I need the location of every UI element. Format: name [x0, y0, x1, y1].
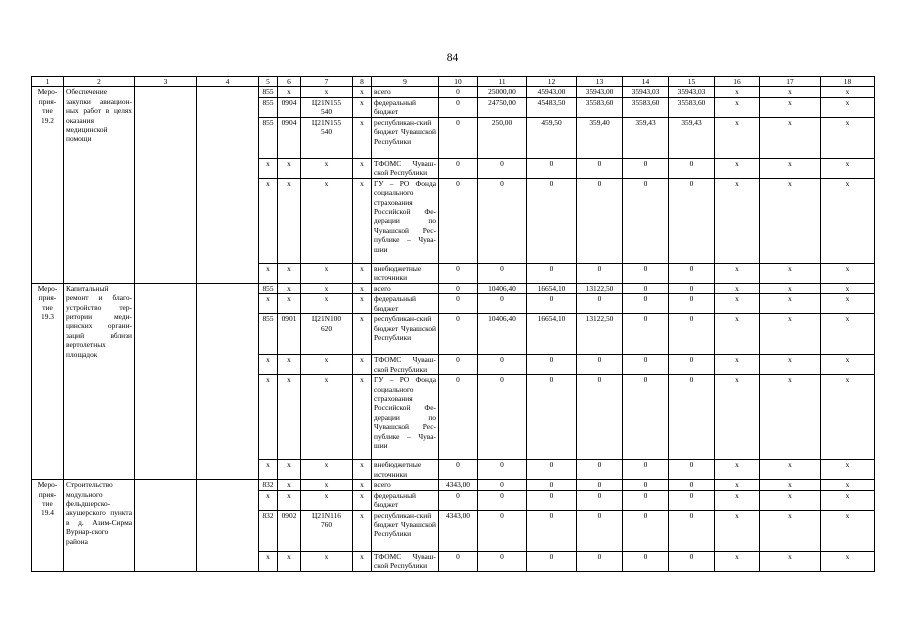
code-section: х: [278, 158, 301, 178]
code-target-article: х: [301, 263, 353, 283]
amount-c13: 35943,00: [577, 87, 623, 97]
amount-c15: 0: [669, 178, 715, 263]
code-expense-group: х: [353, 375, 372, 460]
code-section: х: [278, 460, 301, 480]
responsible-executor: [135, 283, 197, 479]
amount-c15: 35583,60: [669, 97, 715, 117]
code-section: х: [278, 87, 301, 97]
code-grbs: х: [259, 375, 278, 460]
amount-c14: 0: [623, 375, 669, 460]
code-section: 0901: [278, 314, 301, 355]
amount-c16: х: [715, 283, 760, 293]
table-body: [32, 77, 875, 572]
amount-c17: х: [760, 490, 821, 510]
amount-c14: 0: [623, 178, 669, 263]
column-number-11: 11: [478, 77, 527, 87]
funding-source: федеральный бюджет: [372, 97, 439, 117]
code-section: х: [278, 551, 301, 571]
table-row: [32, 480, 875, 490]
code-target-article: х: [301, 87, 353, 97]
amount-c14: 0: [623, 294, 669, 314]
code-target-article: х: [301, 283, 353, 293]
table-row: [32, 87, 875, 97]
code-grbs: х: [259, 263, 278, 283]
amount-c16: х: [715, 355, 760, 375]
amount-c18: х: [821, 87, 875, 97]
amount-c11: 25000,00: [478, 87, 527, 97]
code-expense-group: х: [353, 97, 372, 117]
amount-c17: х: [760, 510, 821, 551]
amount-c18: х: [821, 355, 875, 375]
amount-c13: 0: [577, 158, 623, 178]
amount-c13: 35583,60: [577, 97, 623, 117]
amount-c10: 4343,00: [439, 480, 478, 490]
amount-c13: 359,40: [577, 117, 623, 158]
event-description: Строительство модульного фельдшерско-акушерского пункта в д. Азим-Сирма Вурнар-ского района: [64, 480, 135, 571]
amount-c14: 0: [623, 480, 669, 490]
amount-c16: х: [715, 375, 760, 460]
amount-c15: 0: [669, 510, 715, 551]
code-grbs: х: [259, 490, 278, 510]
code-expense-group: х: [353, 510, 372, 551]
funding-source: ТФОМС Чуваш-ской Республики: [372, 355, 439, 375]
amount-c14: 0: [623, 551, 669, 571]
funding-source: республикан-ский бюджет Чувашской Республики: [372, 510, 439, 551]
column-number-14: 14: [623, 77, 669, 87]
amount-c10: 0: [439, 294, 478, 314]
code-grbs: 832: [259, 480, 278, 490]
amount-c13: 0: [577, 510, 623, 551]
code-expense-group: х: [353, 551, 372, 571]
amount-c14: 0: [623, 263, 669, 283]
amount-c11: 0: [478, 355, 527, 375]
code-section: х: [278, 283, 301, 293]
column-number-10: 10: [439, 77, 478, 87]
amount-c12: 0: [527, 510, 577, 551]
amount-c17: х: [760, 375, 821, 460]
code-target-article: Ц21N116 760: [301, 510, 353, 551]
amount-c15: 35943,03: [669, 87, 715, 97]
code-section: х: [278, 375, 301, 460]
amount-c13: 0: [577, 490, 623, 510]
amount-c17: х: [760, 87, 821, 97]
amount-c11: 0: [478, 460, 527, 480]
budget-table: [31, 76, 875, 572]
amount-c16: х: [715, 178, 760, 263]
amount-c16: х: [715, 551, 760, 571]
amount-c15: 0: [669, 490, 715, 510]
amount-c13: 0: [577, 551, 623, 571]
amount-c13: 0: [577, 263, 623, 283]
amount-c10: 4343,00: [439, 510, 478, 551]
amount-c11: 0: [478, 158, 527, 178]
code-grbs: 832: [259, 510, 278, 551]
amount-c13: 0: [577, 355, 623, 375]
code-section: х: [278, 178, 301, 263]
amount-c15: 0: [669, 480, 715, 490]
amount-c10: 0: [439, 551, 478, 571]
amount-c18: х: [821, 263, 875, 283]
column-number-1: 1: [32, 77, 64, 87]
amount-c11: 0: [478, 294, 527, 314]
table-row: [32, 283, 875, 293]
code-section: х: [278, 355, 301, 375]
code-grbs: 855: [259, 314, 278, 355]
amount-c10: 0: [439, 283, 478, 293]
column-number-15: 15: [669, 77, 715, 87]
column-number-12: 12: [527, 77, 577, 87]
column-number-18: 18: [821, 77, 875, 87]
amount-c12: 0: [527, 551, 577, 571]
amount-c18: х: [821, 117, 875, 158]
amount-c15: 359,43: [669, 117, 715, 158]
column-number-4: 4: [197, 77, 259, 87]
amount-c12: 45483,50: [527, 97, 577, 117]
amount-c18: х: [821, 178, 875, 263]
amount-c11: 0: [478, 510, 527, 551]
amount-c18: х: [821, 375, 875, 460]
funding-source: ГУ – РО Фонда социального страхования Российской Фе-дерации по Чувашской Рес-публике – Чува-шии: [372, 178, 439, 263]
amount-c14: 359,43: [623, 117, 669, 158]
code-target-article: х: [301, 375, 353, 460]
amount-c18: х: [821, 283, 875, 293]
amount-c11: 24750,00: [478, 97, 527, 117]
responsible-executor: [135, 87, 197, 283]
amount-c16: х: [715, 314, 760, 355]
amount-c11: 0: [478, 375, 527, 460]
amount-c18: х: [821, 460, 875, 480]
amount-c18: х: [821, 314, 875, 355]
amount-c10: 0: [439, 97, 478, 117]
funding-source: ТФОМС Чуваш-ской Республики: [372, 158, 439, 178]
code-expense-group: х: [353, 460, 372, 480]
amount-c16: х: [715, 460, 760, 480]
amount-c11: 0: [478, 551, 527, 571]
amount-c14: 0: [623, 355, 669, 375]
code-target-article: Ц21N100 620: [301, 314, 353, 355]
amount-c17: х: [760, 355, 821, 375]
amount-c13: 0: [577, 460, 623, 480]
funding-source: федеральный бюджет: [372, 294, 439, 314]
amount-c16: х: [715, 87, 760, 97]
amount-c10: 0: [439, 117, 478, 158]
amount-c17: х: [760, 480, 821, 490]
column-number-2: 2: [64, 77, 135, 87]
code-expense-group: х: [353, 294, 372, 314]
amount-c12: 0: [527, 355, 577, 375]
amount-c12: 459,50: [527, 117, 577, 158]
amount-c14: 35583,60: [623, 97, 669, 117]
amount-c17: х: [760, 551, 821, 571]
code-expense-group: х: [353, 87, 372, 97]
code-grbs: х: [259, 178, 278, 263]
code-expense-group: х: [353, 490, 372, 510]
amount-c17: х: [760, 283, 821, 293]
code-expense-group: х: [353, 355, 372, 375]
responsible-executor: [135, 480, 197, 571]
code-grbs: 855: [259, 283, 278, 293]
amount-c13: 0: [577, 375, 623, 460]
amount-c18: х: [821, 158, 875, 178]
funding-source: республикан-ский бюджет Чувашской Республики: [372, 117, 439, 158]
amount-c15: 0: [669, 294, 715, 314]
amount-c11: 250,00: [478, 117, 527, 158]
funding-source: федеральный бюджет: [372, 490, 439, 510]
amount-c16: х: [715, 158, 760, 178]
funding-source: республикан-ский бюджет Чувашской Республики: [372, 314, 439, 355]
target-indicator: [197, 87, 259, 283]
amount-c15: 0: [669, 158, 715, 178]
code-grbs: х: [259, 551, 278, 571]
column-number-3: 3: [135, 77, 197, 87]
code-grbs: х: [259, 355, 278, 375]
amount-c16: х: [715, 117, 760, 158]
amount-c14: 0: [623, 283, 669, 293]
amount-c12: 0: [527, 375, 577, 460]
amount-c18: х: [821, 480, 875, 490]
code-section: 0904: [278, 117, 301, 158]
amount-c12: 0: [527, 263, 577, 283]
code-target-article: х: [301, 551, 353, 571]
amount-c12: 0: [527, 178, 577, 263]
target-indicator: [197, 480, 259, 571]
amount-c12: 0: [527, 460, 577, 480]
column-number-5: 5: [259, 77, 278, 87]
code-section: 0902: [278, 510, 301, 551]
amount-c14: 0: [623, 158, 669, 178]
code-grbs: 855: [259, 87, 278, 97]
amount-c17: х: [760, 294, 821, 314]
amount-c11: 10406,40: [478, 314, 527, 355]
amount-c13: 13122,50: [577, 314, 623, 355]
amount-c15: 0: [669, 355, 715, 375]
funding-source: всего: [372, 87, 439, 97]
funding-source: ГУ – РО Фонда социального страхования Российской Фе-дерации по Чувашской Рес-публике – Чува-шии: [372, 375, 439, 460]
code-expense-group: х: [353, 263, 372, 283]
amount-c10: 0: [439, 460, 478, 480]
code-expense-group: х: [353, 283, 372, 293]
amount-c11: 0: [478, 178, 527, 263]
amount-c11: 10406,40: [478, 283, 527, 293]
event-number: Меро- прия- тие 19.4: [32, 480, 64, 571]
amount-c14: 0: [623, 510, 669, 551]
amount-c16: х: [715, 510, 760, 551]
amount-c13: 13122,50: [577, 283, 623, 293]
amount-c12: 45943,00: [527, 87, 577, 97]
code-expense-group: х: [353, 158, 372, 178]
event-description: Обеспечение закупки авиацион-ных работ в целях оказания медицинской помощи: [64, 87, 135, 283]
code-target-article: х: [301, 480, 353, 490]
code-grbs: 855: [259, 97, 278, 117]
amount-c15: 0: [669, 551, 715, 571]
funding-source: всего: [372, 283, 439, 293]
column-number-7: 7: [301, 77, 353, 87]
funding-source: всего: [372, 480, 439, 490]
amount-c10: 0: [439, 375, 478, 460]
amount-c17: х: [760, 117, 821, 158]
amount-c16: х: [715, 490, 760, 510]
code-section: х: [278, 294, 301, 314]
code-grbs: х: [259, 294, 278, 314]
amount-c18: х: [821, 490, 875, 510]
amount-c11: 0: [478, 490, 527, 510]
amount-c16: х: [715, 480, 760, 490]
code-expense-group: х: [353, 117, 372, 158]
amount-c17: х: [760, 178, 821, 263]
column-number-9: 9: [372, 77, 439, 87]
amount-c18: х: [821, 551, 875, 571]
code-target-article: х: [301, 294, 353, 314]
amount-c10: 0: [439, 314, 478, 355]
amount-c17: х: [760, 460, 821, 480]
code-target-article: Ц21N155 540: [301, 97, 353, 117]
amount-c12: 0: [527, 294, 577, 314]
code-target-article: х: [301, 355, 353, 375]
code-grbs: х: [259, 158, 278, 178]
amount-c10: 0: [439, 263, 478, 283]
amount-c11: 0: [478, 480, 527, 490]
column-number-16: 16: [715, 77, 760, 87]
amount-c13: 0: [577, 480, 623, 490]
amount-c18: х: [821, 294, 875, 314]
event-number: Меро- прия- тие 19.2: [32, 87, 64, 283]
column-number-header: [32, 77, 875, 87]
column-number-17: 17: [760, 77, 821, 87]
amount-c16: х: [715, 294, 760, 314]
code-expense-group: х: [353, 314, 372, 355]
amount-c15: 0: [669, 460, 715, 480]
amount-c14: 0: [623, 314, 669, 355]
amount-c16: х: [715, 263, 760, 283]
page-number: 84: [446, 52, 459, 64]
amount-c10: 0: [439, 87, 478, 97]
code-section: 0904: [278, 97, 301, 117]
target-indicator: [197, 283, 259, 479]
code-section: х: [278, 263, 301, 283]
amount-c10: 0: [439, 490, 478, 510]
amount-c10: 0: [439, 178, 478, 263]
amount-c17: х: [760, 97, 821, 117]
amount-c14: 35943,03: [623, 87, 669, 97]
column-number-13: 13: [577, 77, 623, 87]
code-section: х: [278, 490, 301, 510]
amount-c17: х: [760, 314, 821, 355]
amount-c14: 0: [623, 490, 669, 510]
amount-c18: х: [821, 97, 875, 117]
amount-c10: 0: [439, 158, 478, 178]
code-target-article: х: [301, 460, 353, 480]
amount-c12: 0: [527, 480, 577, 490]
amount-c12: 0: [527, 158, 577, 178]
code-target-article: х: [301, 178, 353, 263]
funding-source: внебюджетные источники: [372, 460, 439, 480]
amount-c15: 0: [669, 314, 715, 355]
amount-c12: 0: [527, 490, 577, 510]
amount-c17: х: [760, 158, 821, 178]
code-expense-group: х: [353, 480, 372, 490]
event-number: Меро- прия- тие 19.3: [32, 283, 64, 479]
code-expense-group: х: [353, 178, 372, 263]
amount-c10: 0: [439, 355, 478, 375]
code-grbs: 855: [259, 117, 278, 158]
funding-source: внебюджетные источники: [372, 263, 439, 283]
column-number-8: 8: [353, 77, 372, 87]
code-grbs: х: [259, 460, 278, 480]
amount-c13: 0: [577, 294, 623, 314]
amount-c15: 0: [669, 283, 715, 293]
amount-c16: х: [715, 97, 760, 117]
code-target-article: Ц21N155 540: [301, 117, 353, 158]
amount-c12: 16654,10: [527, 283, 577, 293]
amount-c15: 0: [669, 375, 715, 460]
column-number-6: 6: [278, 77, 301, 87]
amount-c13: 0: [577, 178, 623, 263]
amount-c15: 0: [669, 263, 715, 283]
code-section: х: [278, 480, 301, 490]
funding-source: ТФОМС Чуваш-ской Республики: [372, 551, 439, 571]
code-target-article: х: [301, 490, 353, 510]
amount-c11: 0: [478, 263, 527, 283]
code-target-article: х: [301, 158, 353, 178]
amount-c18: х: [821, 510, 875, 551]
event-description: Капитальный ремонт и благо-устройство тер-ритории меди-цинских органи-заций вблизи вертолетных площадок: [64, 283, 135, 479]
amount-c12: 16654,10: [527, 314, 577, 355]
amount-c14: 0: [623, 460, 669, 480]
amount-c17: х: [760, 263, 821, 283]
